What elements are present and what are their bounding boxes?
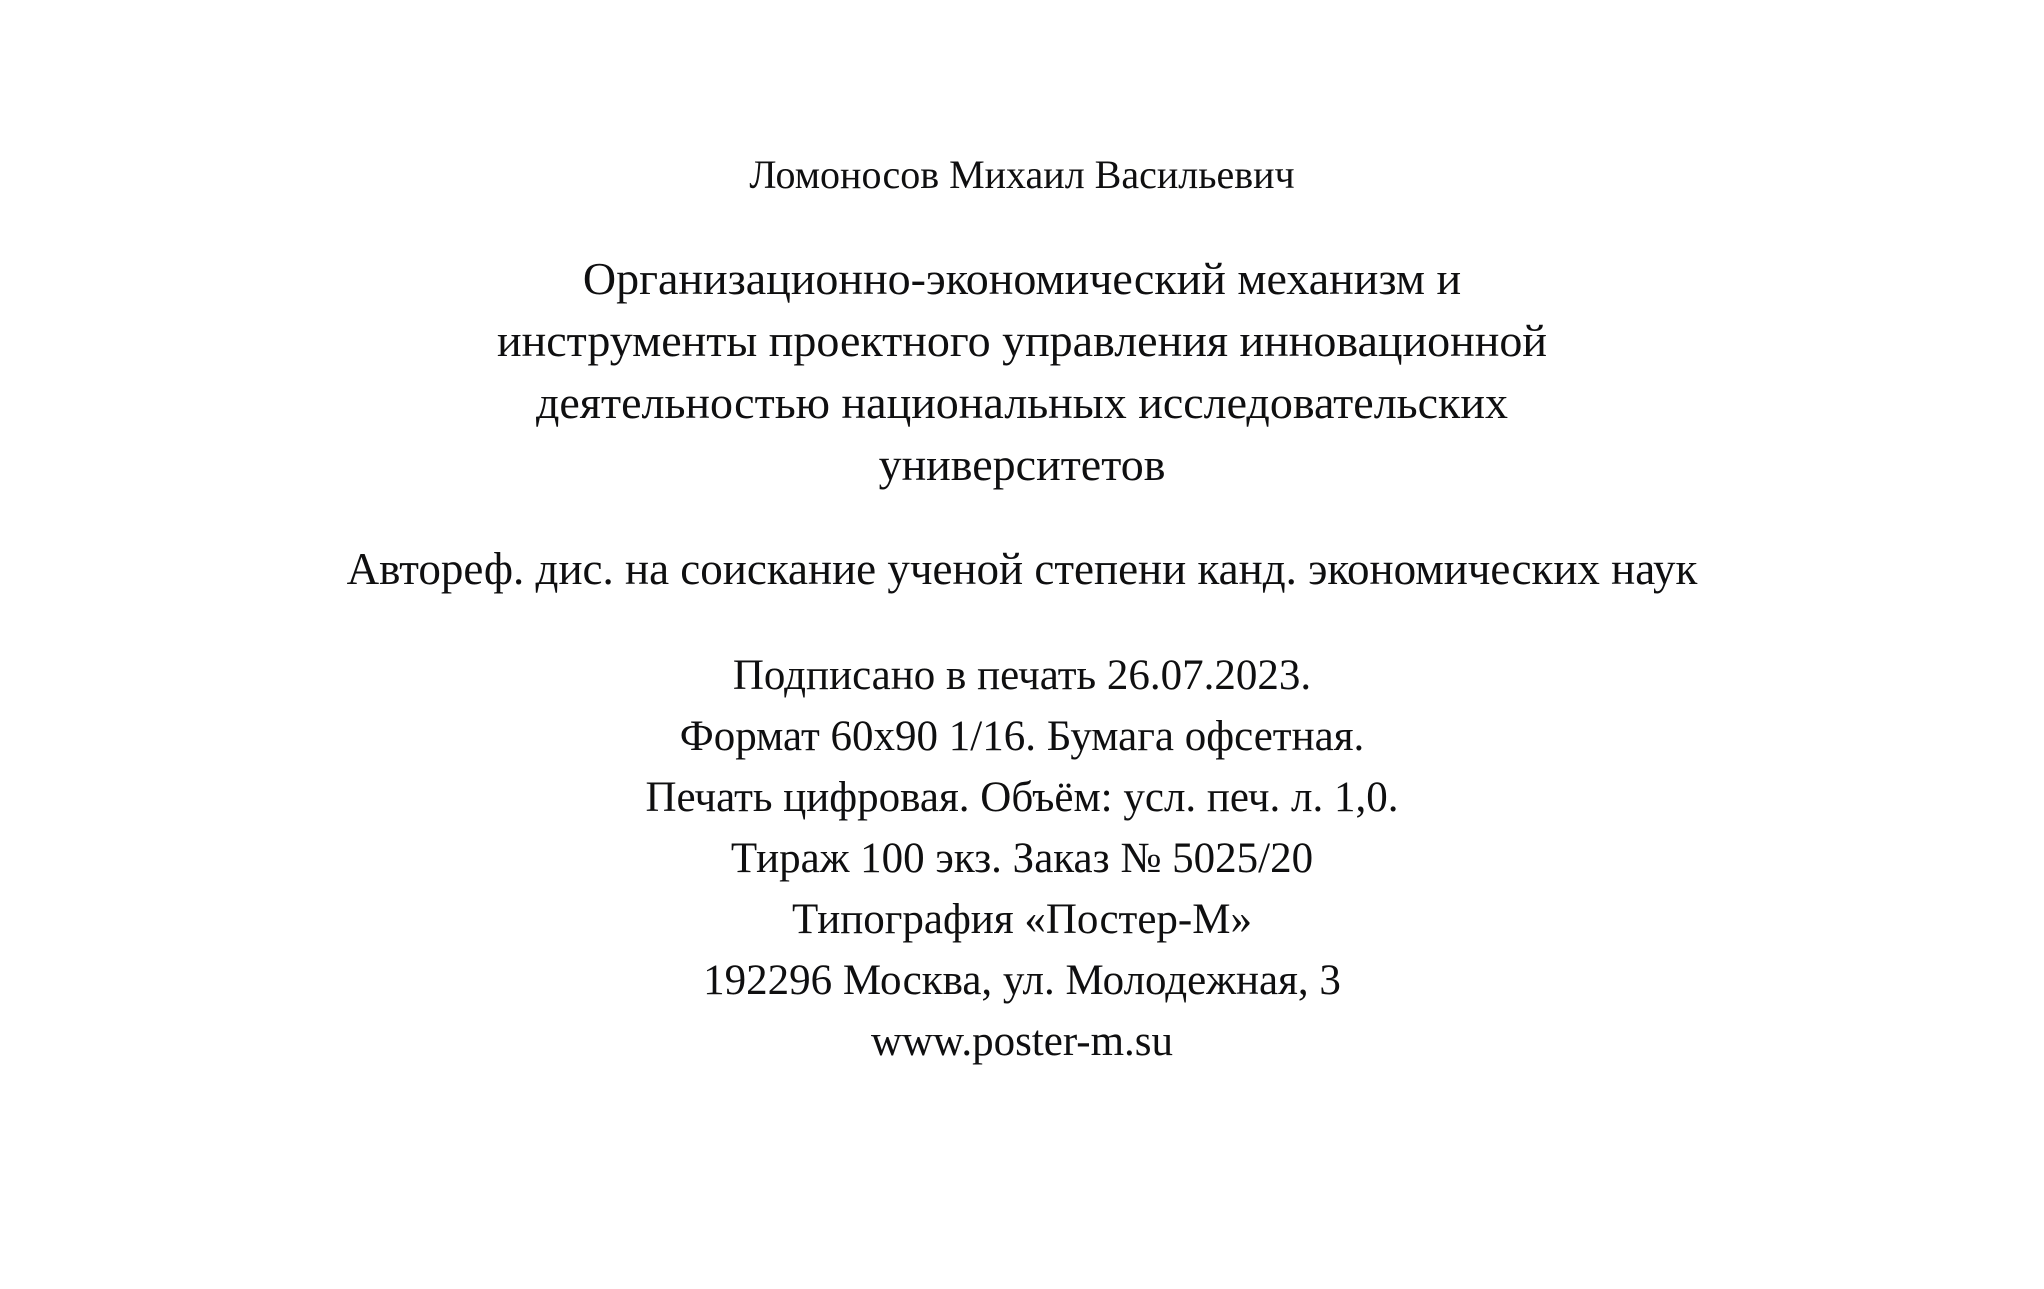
imprint-line: Подписано в печать 26.07.2023.: [732, 651, 1312, 699]
document-subtitle: Автореф. дис. на соискание ученой степени канд. экономических наук: [346, 544, 1698, 595]
title-line: университетов: [878, 439, 1166, 491]
document-title: [312, 248, 1732, 496]
printer-website: www.poster-m.su: [870, 1018, 1174, 1066]
imprint-line: Тираж 100 экз. Заказ № 5025/20: [730, 835, 1314, 883]
title-line: деятельностью национальных исследовательских: [535, 377, 1509, 429]
title-line: Организационно-экономический механизм и: [582, 253, 1462, 304]
imprint-block: [120, 645, 1924, 1072]
author-name: Ломоносов Михаил Васильевич: [749, 152, 1295, 197]
imprint-line: Печать цифровая. Объём: усл. печ. л. 1,0.: [645, 773, 1399, 821]
title-line: инструменты проектного управления инновационной: [497, 315, 1547, 367]
imprint-line: Формат 60x90 1/16. Бумага офсетная.: [679, 712, 1365, 760]
imprint-line: Типография «Постер-М»: [792, 896, 1252, 944]
imprint-line: 192296 Москва, ул. Молодежная, 3: [703, 957, 1341, 1005]
